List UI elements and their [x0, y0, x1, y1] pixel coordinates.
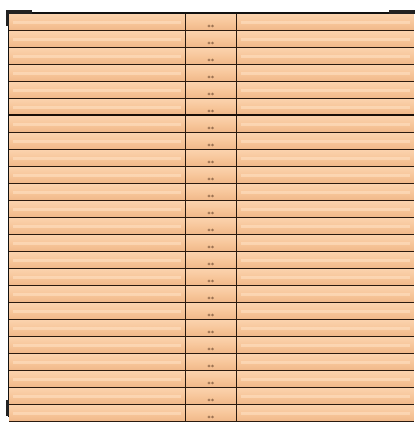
table-cell-left[interactable]	[9, 286, 186, 302]
row-marker: **	[207, 415, 215, 422]
table-row	[9, 252, 414, 269]
table-row	[9, 337, 414, 354]
table-cell-right[interactable]	[237, 286, 414, 302]
table-cell-right[interactable]	[237, 405, 414, 421]
table-cell-right[interactable]	[237, 269, 414, 285]
table-cell-middle[interactable]	[186, 405, 237, 421]
table-cell-right[interactable]	[237, 252, 414, 268]
table-body	[9, 14, 414, 422]
table-row	[9, 218, 414, 235]
table-cell-left[interactable]	[9, 82, 186, 98]
row-marker: **	[207, 364, 215, 371]
table-cell-left[interactable]	[9, 252, 186, 268]
table-cell-left[interactable]	[9, 133, 186, 149]
row-marker: **	[207, 58, 215, 65]
table-cell-middle[interactable]	[186, 31, 237, 47]
table-row	[9, 405, 414, 422]
row-marker: **	[207, 330, 215, 337]
table-row	[9, 354, 414, 371]
table-cell-right[interactable]	[237, 354, 414, 370]
row-marker: **	[207, 109, 215, 116]
table-cell-middle[interactable]	[186, 99, 237, 114]
table-cell-middle[interactable]	[186, 65, 237, 81]
table-row	[9, 99, 414, 116]
corner-bracket-top-right	[389, 10, 415, 14]
table-cell-right[interactable]	[237, 337, 414, 353]
row-marker: **	[207, 41, 215, 48]
table-cell-middle[interactable]	[186, 371, 237, 387]
table-cell-right[interactable]	[237, 82, 414, 98]
table-row	[9, 235, 414, 252]
row-marker: **	[207, 245, 215, 252]
table-cell-left[interactable]	[9, 99, 186, 114]
table-cell-left[interactable]	[9, 167, 186, 183]
table-cell-middle[interactable]	[186, 269, 237, 285]
table-cell-middle[interactable]	[186, 48, 237, 64]
table-row	[9, 150, 414, 167]
table-cell-middle[interactable]	[186, 167, 237, 183]
table-row	[9, 167, 414, 184]
table-cell-left[interactable]	[9, 371, 186, 387]
table-cell-right[interactable]	[237, 218, 414, 234]
table-cell-right[interactable]	[237, 14, 414, 30]
table-cell-middle[interactable]	[186, 320, 237, 336]
table-cell-left[interactable]	[9, 116, 186, 132]
table-cell-right[interactable]	[237, 48, 414, 64]
table-cell-middle[interactable]	[186, 235, 237, 251]
table-cell-left[interactable]	[9, 14, 186, 30]
row-marker: **	[207, 347, 215, 354]
row-marker: **	[207, 228, 215, 235]
table-cell-right[interactable]	[237, 303, 414, 319]
table-row	[9, 31, 414, 48]
table-cell-left[interactable]	[9, 31, 186, 47]
table-cell-left[interactable]	[9, 235, 186, 251]
row-marker: **	[207, 211, 215, 218]
table-cell-right[interactable]	[237, 201, 414, 217]
table-cell-right[interactable]	[237, 235, 414, 251]
table-cell-left[interactable]	[9, 48, 186, 64]
row-marker: **	[207, 381, 215, 388]
row-marker: **	[207, 194, 215, 201]
table-cell-left[interactable]	[9, 269, 186, 285]
table-row	[9, 371, 414, 388]
corner-bracket-left-edge	[6, 10, 9, 26]
table-cell-left[interactable]	[9, 388, 186, 404]
table-cell-middle[interactable]	[186, 286, 237, 302]
corner-bracket-top-left	[6, 10, 32, 14]
table-cell-right[interactable]	[237, 184, 414, 200]
table-row	[9, 184, 414, 201]
table-row	[9, 388, 414, 405]
table-cell-left[interactable]	[9, 218, 186, 234]
table-cell-middle[interactable]	[186, 354, 237, 370]
table-row	[9, 48, 414, 65]
table-row	[9, 116, 414, 133]
table-row	[9, 286, 414, 303]
table-cell-right[interactable]	[237, 150, 414, 166]
table-cell-middle[interactable]	[186, 218, 237, 234]
table-cell-right[interactable]	[237, 116, 414, 132]
table-cell-middle[interactable]	[186, 184, 237, 200]
table-row	[9, 82, 414, 99]
row-marker: **	[207, 177, 215, 184]
row-marker: **	[207, 313, 215, 320]
table-row	[9, 201, 414, 218]
table-row	[9, 303, 414, 320]
table-cell-right[interactable]	[237, 133, 414, 149]
row-marker: **	[207, 24, 215, 31]
table-row	[9, 269, 414, 286]
table-cell-middle[interactable]	[186, 150, 237, 166]
row-marker: **	[207, 75, 215, 82]
table-cell-left[interactable]	[9, 337, 186, 353]
table-cell-middle[interactable]	[186, 303, 237, 319]
row-marker: **	[207, 296, 215, 303]
row-marker: **	[207, 92, 215, 99]
table-frame	[8, 12, 414, 422]
row-marker: **	[207, 279, 215, 286]
row-marker: **	[207, 126, 215, 133]
table-cell-right[interactable]	[237, 371, 414, 387]
table-cell-left[interactable]	[9, 354, 186, 370]
table-cell-left[interactable]	[9, 65, 186, 81]
table-row	[9, 320, 414, 337]
row-marker: **	[207, 398, 215, 405]
table-cell-right[interactable]	[237, 388, 414, 404]
table-cell-middle[interactable]	[186, 201, 237, 217]
table-row	[9, 14, 414, 31]
row-marker: **	[207, 160, 215, 167]
table-cell-middle[interactable]	[186, 82, 237, 98]
table-row	[9, 133, 414, 150]
table-cell-left[interactable]	[9, 201, 186, 217]
table-cell-middle[interactable]	[186, 252, 237, 268]
table-cell-middle[interactable]	[186, 337, 237, 353]
corner-bracket-bottom-left	[6, 400, 9, 416]
table-cell-left[interactable]	[9, 150, 186, 166]
table-cell-middle[interactable]	[186, 133, 237, 149]
table-cell-middle[interactable]	[186, 388, 237, 404]
row-marker: **	[207, 262, 215, 269]
table-cell-right[interactable]	[237, 65, 414, 81]
row-marker: **	[207, 143, 215, 150]
table-row	[9, 65, 414, 82]
table-cell-right[interactable]	[237, 99, 414, 114]
table-cell-right[interactable]	[237, 31, 414, 47]
table-cell-middle[interactable]	[186, 116, 237, 132]
table-cell-left[interactable]	[9, 184, 186, 200]
table-cell-left[interactable]	[9, 320, 186, 336]
table-cell-right[interactable]	[237, 167, 414, 183]
table-cell-right[interactable]	[237, 320, 414, 336]
table-cell-middle[interactable]	[186, 14, 237, 30]
table-cell-left[interactable]	[9, 405, 186, 421]
table-cell-left[interactable]	[9, 303, 186, 319]
